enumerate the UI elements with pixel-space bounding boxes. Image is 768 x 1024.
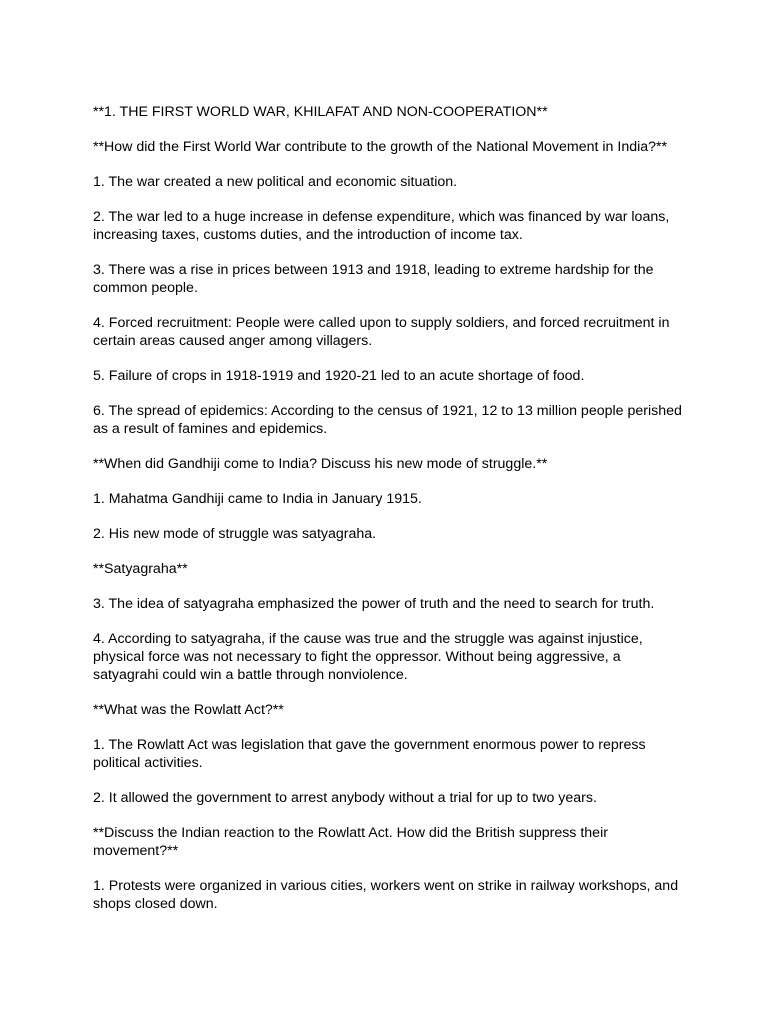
- question-heading: **What was the Rowlatt Act?**: [93, 702, 284, 718]
- answer-point: 2. The war led to a huge increase in defense expenditure, which was financed by war loans, increasing taxes, customs duties, and the introduction of income tax.: [93, 209, 670, 243]
- answer-point: 4. According to satyagraha, if the cause was true and the struggle was against injustice, physical force was not necessary to fight the oppressor. Without being aggressive, a satyagrahi could win a battle through nonviolence.: [93, 631, 643, 683]
- document-page: [93, 103, 683, 930]
- answer-point: 2. His new mode of struggle was satyagraha.: [93, 526, 377, 542]
- section-heading: **1. THE FIRST WORLD WAR, KHILAFAT AND NON-COOPERATION**: [93, 104, 548, 120]
- subheading: **Satyagraha**: [93, 561, 188, 577]
- answer-point: 3. There was a rise in prices between 1913 and 1918, leading to extreme hardship for the common people.: [93, 262, 654, 296]
- answer-point: 1. The war created a new political and economic situation.: [93, 174, 458, 190]
- question-heading: **When did Gandhiji come to India? Discuss his new mode of struggle.**: [93, 456, 548, 472]
- answer-point: 1. The Rowlatt Act was legislation that gave the government enormous power to repress political activities.: [93, 737, 646, 771]
- answer-point: 4. Forced recruitment: People were called upon to supply soldiers, and forced recruitment in certain areas caused anger among villagers.: [93, 315, 670, 349]
- answer-point: 3. The idea of satyagraha emphasized the power of truth and the need to search for truth.: [93, 596, 655, 612]
- question-heading: **Discuss the Indian reaction to the Rowlatt Act. How did the British suppress their movement?**: [93, 825, 608, 859]
- answer-point: 6. The spread of epidemics: According to the census of 1921, 12 to 13 million people perished as a result of famines and epidemics.: [93, 403, 682, 437]
- answer-point: 2. It allowed the government to arrest anybody without a trial for up to two years.: [93, 790, 597, 806]
- question-heading: **How did the First World War contribute to the growth of the National Movement in India?**: [93, 139, 668, 155]
- answer-point: 1. Mahatma Gandhiji came to India in January 1915.: [93, 491, 422, 507]
- answer-point: 5. Failure of crops in 1918-1919 and 1920-21 led to an acute shortage of food.: [93, 368, 585, 384]
- answer-point: 1. Protests were organized in various cities, workers went on strike in railway workshops, and shops closed down.: [93, 878, 679, 912]
